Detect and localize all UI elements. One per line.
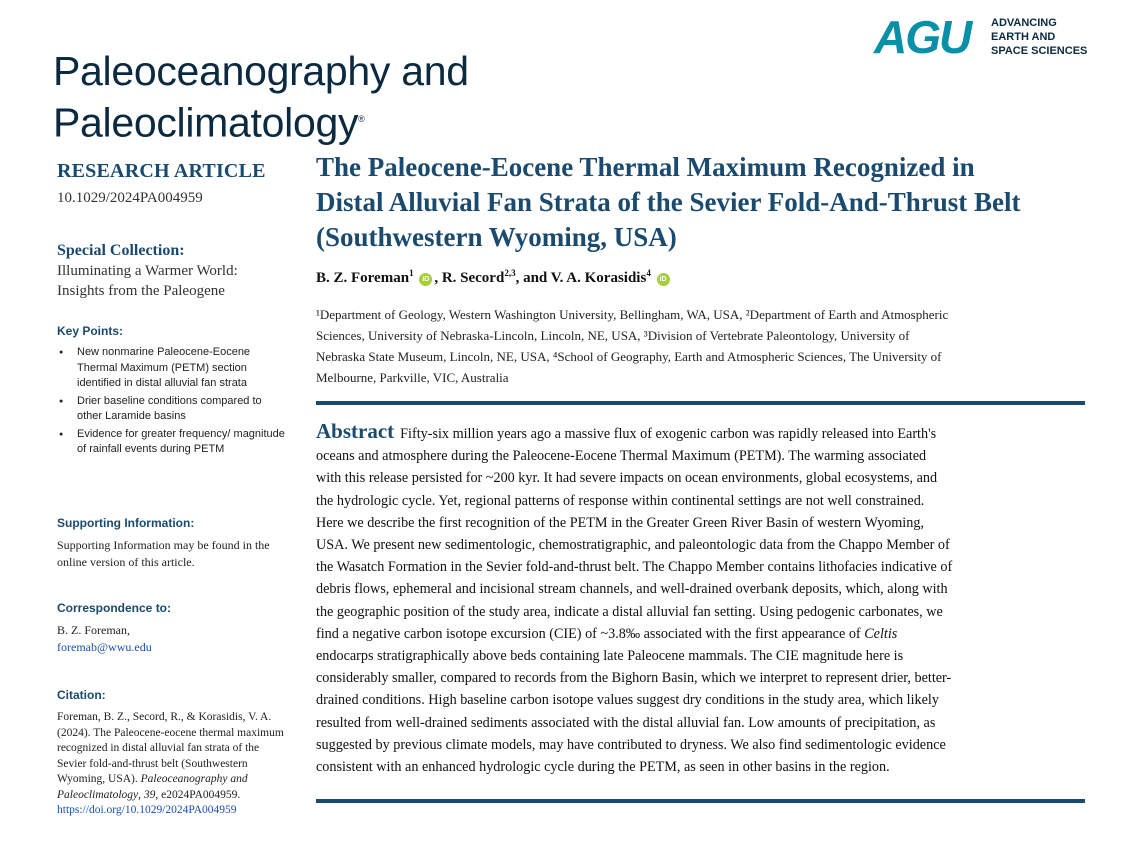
author-affiliation-ref: 1 bbox=[409, 268, 414, 278]
special-collection-name bbox=[57, 261, 292, 301]
abstract-line-text: Fifty-six million years ago a massive flux of exogenic carbon was rapidly released into Earth's bbox=[400, 426, 937, 442]
citation-text bbox=[57, 710, 289, 819]
citation-heading: Citation: bbox=[57, 688, 106, 702]
abstract-line: suggested by previous climate models, may have contributed to dryness. We also find sedimentologic evidence bbox=[316, 736, 946, 753]
correspondence-email-link[interactable]: foremab@wwu.edu bbox=[57, 640, 152, 654]
article-title-line-3: (Southwestern Wyoming, USA) bbox=[316, 222, 677, 252]
agu-tagline-line-1: ADVANCING bbox=[991, 17, 1057, 29]
abstract-line: drained conditions. High baseline carbon isotope values suggest dry conditions in the study area, which likely bbox=[316, 692, 939, 709]
article-title-line-1: The Paleocene-Eocene Thermal Maximum Recognized in bbox=[316, 152, 975, 182]
author-name: R. Secord bbox=[441, 270, 505, 286]
abstract-taxon-italic: Celtis bbox=[864, 625, 898, 642]
supporting-info-text: Supporting Information may be found in the online version of this article. bbox=[57, 538, 270, 569]
key-point-item: ● Evidence for greater frequency/ magnitude of rainfall events during PETM bbox=[57, 427, 287, 458]
citation-journal: Paleoceanography and Paleoclimatology bbox=[57, 773, 248, 801]
affiliation-line: Melbourne, Parkville, VIC, Australia bbox=[316, 370, 509, 385]
abstract-line: endocarps stratigraphically above beds containing late Paleocene mammals. The CIE magnitude here is bbox=[316, 648, 904, 665]
abstract-line: debris flows, ephemeral and incisional stream channels, and well-drained overbank deposits, which, along with bbox=[316, 581, 948, 598]
author-separator: , and bbox=[515, 270, 551, 286]
author-name: V. A. Korasidis bbox=[550, 270, 647, 286]
agu-tagline-line-2: EARTH AND bbox=[991, 31, 1056, 43]
affiliations bbox=[316, 304, 1076, 388]
abstract-line: Here we describe the first recognition of the PETM in the Greater Green River Basin of western Wyoming, bbox=[316, 514, 924, 531]
abstract-label: Abstract bbox=[316, 419, 395, 443]
journal-title-line-1: Paleoceanography and bbox=[53, 48, 469, 94]
author-list bbox=[316, 268, 672, 287]
citation-main: Foreman, B. Z., Secord, R., & Korasidis, V. A. (2024). The Paleocene-eocene thermal maximum recognized in distal alluvial fan strata of the Sevier fold-and-thrust belt (Southwestern Wyoming, USA). bbox=[57, 711, 284, 785]
abstract-line bbox=[316, 623, 1086, 645]
registered-mark: ® bbox=[358, 114, 365, 124]
author-separator: , bbox=[434, 270, 442, 286]
author-affiliation-ref: 2,3 bbox=[504, 268, 516, 278]
abstract-line: oceans and atmosphere during the Paleocene-Eocene Thermal Maximum (PETM). The warming associated bbox=[316, 448, 927, 465]
correspondence-heading: Correspondence to: bbox=[57, 601, 172, 615]
abstract-line bbox=[316, 420, 1086, 445]
orcid-icon[interactable]: iD bbox=[419, 273, 432, 286]
abstract-line: USA. We present new sedimentologic, chemostratigraphic, and paleontologic data from the Chappo Member of bbox=[316, 537, 950, 554]
agu-tagline-line-3: SPACE SCIENCES bbox=[991, 45, 1088, 57]
article-doi: 10.1029/2024PA004959 bbox=[57, 190, 203, 206]
key-point-item: ● New nonmarine Paleocene-Eocene Thermal Maximum (PETM) section identified in distal alluvial fan strata bbox=[57, 345, 287, 392]
key-points-heading: Key Points: bbox=[57, 324, 124, 338]
abstract-line: considerably smaller, compared to records from the Bighorn Basin, which we interpret to represent drier, better- bbox=[316, 670, 952, 687]
abstract-line: the Wasatch Formation in the Sevier fold-and-thrust belt. The Chappo Member contains lithofacies indicative of bbox=[316, 559, 953, 576]
special-collection-line-2: Insights from the Paleogene bbox=[57, 283, 225, 299]
key-point-item: ● Drier baseline conditions compared to other Laramide basins bbox=[57, 394, 287, 425]
orcid-icon[interactable]: iD bbox=[657, 273, 670, 286]
journal-title bbox=[53, 47, 469, 147]
abstract-line: the hydrologic cycle. Yet, regional patterns of response within continental settings are not well constrained. bbox=[316, 492, 925, 509]
agu-logo-mark: AGU bbox=[874, 11, 971, 63]
abstract-line: with this release persisted for ~200 kyr. It had severe impacts on ocean environments, global ecosystems, and bbox=[316, 470, 938, 487]
journal-title-line-2-text: Paleoclimatology bbox=[53, 99, 359, 146]
special-collection-line-1: Illuminating a Warmer World: bbox=[57, 263, 238, 279]
abstract-line: consistent with an enhanced hydrologic cycle during the PETM, as seen in other basins in the region. bbox=[316, 759, 890, 776]
author-name: B. Z. Foreman bbox=[316, 270, 410, 286]
special-collection-heading: Special Collection: bbox=[57, 242, 185, 259]
article-type-label: RESEARCH ARTICLE bbox=[57, 160, 266, 182]
author-affiliation-ref: 4 bbox=[646, 268, 651, 278]
agu-logo bbox=[874, 11, 1094, 63]
citation-doi-link[interactable]: https://doi.org/10.1029/2024PA004959 bbox=[57, 804, 237, 816]
abstract-block bbox=[316, 420, 1086, 778]
key-points-list bbox=[57, 345, 292, 460]
agu-logo-tagline bbox=[991, 16, 1087, 58]
affiliation-line: ¹Department of Geology, Western Washington University, Bellingham, WA, USA, ²Department of Earth and Atmospheric bbox=[316, 307, 949, 322]
abstract-bottom-rule bbox=[316, 799, 1085, 803]
correspondence-name: B. Z. Foreman, bbox=[57, 623, 130, 637]
affiliation-line: Nebraska State Museum, Lincoln, NE, USA, ⁴School of Geography, Earth and Atmospheric Sciences, The University of bbox=[316, 349, 942, 364]
citation-separator: , bbox=[138, 788, 144, 801]
citation-volume: 39 bbox=[143, 788, 156, 801]
affiliation-line: Sciences, University of Nebraska-Lincoln, Lincoln, NE, USA, ³Division of Vertebrate Paleontology, University of bbox=[316, 328, 910, 343]
abstract-line-text: find a negative carbon isotope excursion (CIE) of ~3.8‰ associated with the first appearance of bbox=[316, 625, 865, 642]
citation-tail: , e2024PA004959. bbox=[155, 788, 241, 801]
abstract-top-rule bbox=[316, 401, 1085, 405]
journal-title-line-2 bbox=[53, 95, 469, 147]
supporting-info-heading: Supporting Information: bbox=[57, 516, 195, 530]
article-title bbox=[316, 150, 1096, 255]
abstract-line: resulted from well-drained sediments associated with the distal alluvial fan. Low amounts of precipitation, as bbox=[316, 714, 936, 731]
article-title-line-2: Distal Alluvial Fan Strata of the Sevier Fold-And-Thrust Belt bbox=[316, 187, 1021, 217]
abstract-line: the geographic position of the study area, indicate a distal alluvial fan setting. Using pedogenic carbonates, we bbox=[316, 603, 943, 620]
